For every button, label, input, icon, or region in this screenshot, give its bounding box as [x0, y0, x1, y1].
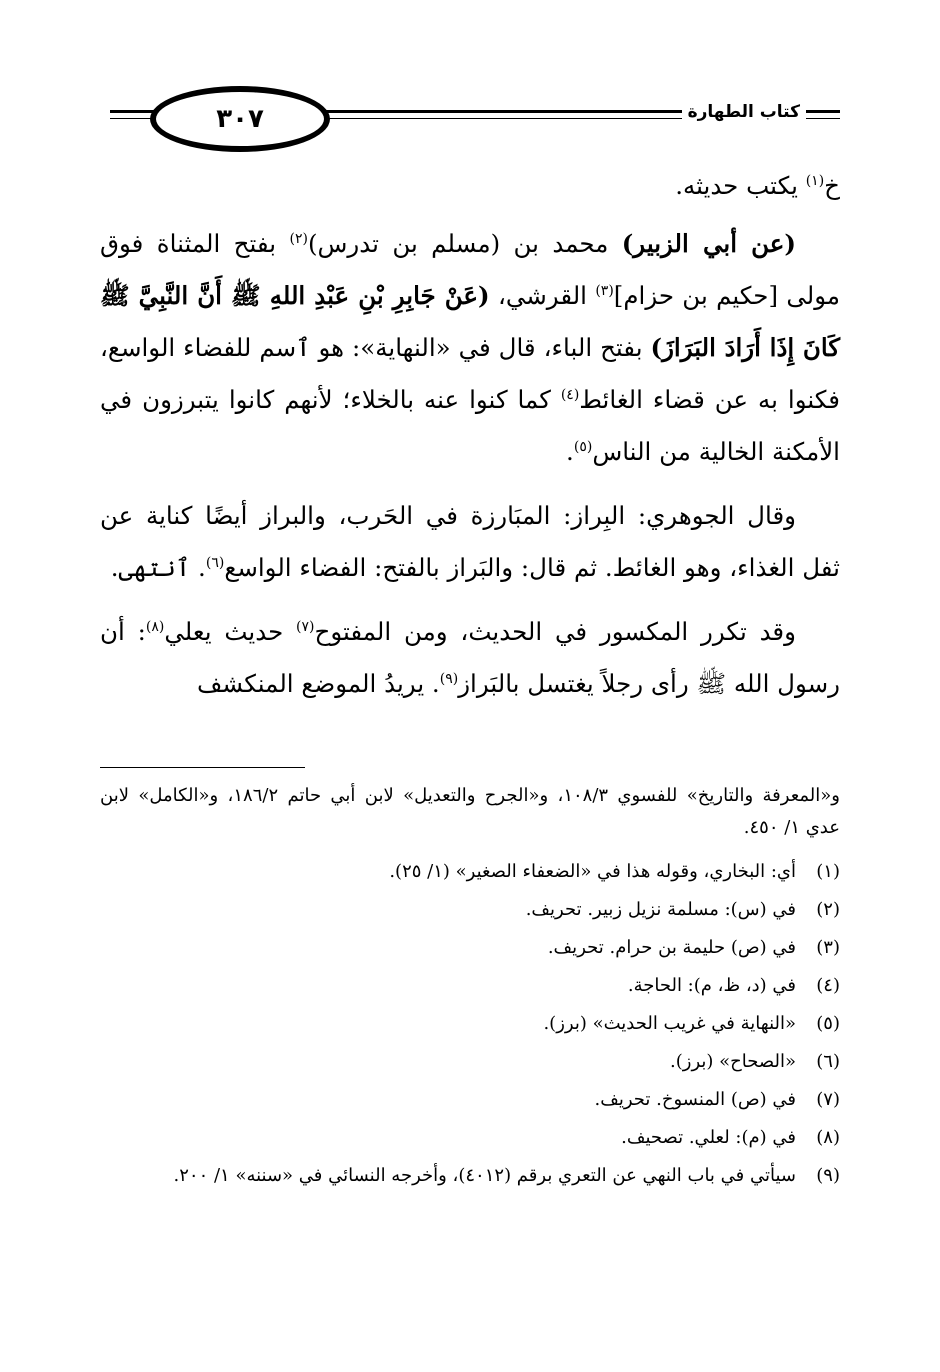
footnote-text: «الصحاح» (برز).	[670, 1051, 796, 1072]
p3-a: وقال الجوهري: البِراز: المبَارزة في الحَرب، والبراز أيضًا كناية عن ثفل الغذاء، وهو الغائط. ثم قال: والبَراز بالفتح: الفضاء الواسع	[100, 501, 840, 582]
footnote-ref-1: (١)	[805, 172, 825, 189]
footnote-item	[100, 970, 840, 1001]
footnote-item	[100, 1160, 840, 1191]
footnote-item	[100, 1008, 840, 1039]
paragraph-2	[100, 218, 840, 478]
running-title: كتاب الطهارة	[682, 102, 806, 122]
footnote-ref-5: (٥)	[573, 438, 593, 455]
p2-h: .	[566, 437, 574, 466]
p4-d: . يريدُ الموضع المنكشف	[197, 669, 440, 698]
footnote-text: أي: البخاري، وقوله هذا في «الضعفاء الصغير» (١/ ٢٥).	[389, 861, 796, 882]
paragraph-1	[100, 160, 840, 212]
footnote-item	[100, 856, 840, 887]
footnote-number: (٣)	[816, 937, 840, 958]
running-header	[110, 84, 840, 160]
footnote-text: سيأتي في باب النهي عن التعري برقم (٤٠١٢)، وأخرجه النسائي في «سننه» ١/ ٢٠٠.	[173, 1165, 796, 1186]
footnote-item	[100, 894, 840, 925]
footnote-text: في (س): مسلمة نزيل زبير. تحريف.	[525, 899, 796, 920]
p2-bold-e: (عَنْ جَابِرِ بْنِ عَبْدِ اللهِ ﷺ أَنَّ النَّبِيَّ ﷺ كَانَ إِذَا أَرَادَ البَرَازَ)	[100, 281, 840, 362]
footnote-text: في (ص) المنسوخ. تحريف.	[594, 1089, 796, 1110]
footnote-number: (٨)	[816, 1127, 840, 1148]
p2-g: كما كنوا عنه بالخلاء؛ لأنهم كانوا يتبرزون في الأمكنة الخالية من الناس	[100, 385, 840, 466]
paragraph-3	[100, 490, 840, 594]
page-number: ٣٠٧	[216, 104, 264, 134]
footnote-ref-9: (٩)	[439, 670, 459, 687]
footnote-continuation: و«المعرفة والتاريخ» للفسوي ١٠٨/٣، و«الجرح والتعديل» لابن أبي حاتم ١٨٦/٢، و«الكامل» لابن عدي ١/ ٤٥٠.	[100, 785, 840, 838]
footnote-ref-2: (٢)	[289, 230, 308, 247]
p4-a: وقد تكرر المكسور في الحديث، ومن المفتوح	[314, 617, 796, 646]
p4-c: : أن رسول الله ﷺ رأى رجلاً يغتسل بالبَراز	[100, 617, 840, 698]
p4-b: حديث يعلي	[164, 617, 297, 646]
footnote-number: (٥)	[816, 1013, 840, 1034]
footnote-text: في (د، ظ، م): الحاجة.	[627, 975, 796, 996]
footnote-number: (١)	[816, 861, 840, 882]
footnote-text: «النهاية في غريب الحديث» (برز).	[543, 1013, 796, 1034]
footnote-ref-7: (٧)	[296, 618, 315, 635]
p2-d: القرشي،	[489, 281, 596, 310]
footnote-number: (٧)	[816, 1089, 840, 1110]
footnote-ref-8: (٨)	[145, 618, 165, 635]
p1-rest: يكتب حديثه.	[675, 171, 806, 200]
footnote-number: (٤)	[816, 975, 840, 996]
footnote-text: في (ص) حليمة بن حرام. تحريف.	[547, 937, 796, 958]
p2-c: بفتح المثناة فوق مولى [حكيم بن حزام]	[100, 229, 840, 310]
footnote-number: (٦)	[816, 1051, 840, 1072]
footnote-list	[100, 856, 840, 1198]
paragraph-4	[100, 606, 840, 710]
p3-b: . ٱنتهى.	[110, 553, 206, 582]
footnote-separator	[100, 767, 305, 768]
footnote-text: في (م): لعلي. تصحيف.	[621, 1127, 796, 1148]
footnote-item	[100, 1122, 840, 1153]
p2-f: بفتح الباء، قال في «النهاية»: هو ٱسم للفضاء الواسع، فكنوا به عن قضاء الغائط	[100, 333, 840, 414]
footnote-item	[100, 932, 840, 963]
footnote-number: (٩)	[816, 1165, 840, 1186]
p2-bold-a: (عن أبي الزبير)	[621, 229, 796, 258]
footnote-number: (٢)	[816, 899, 840, 920]
footnote-ref-4: (٤)	[560, 386, 580, 403]
page-number-badge	[150, 86, 330, 152]
p2-b: محمد بن (مسلم بن تدرس)	[307, 229, 622, 258]
footnote-item	[100, 1046, 840, 1077]
p1-text: خ	[824, 171, 840, 200]
footnote-ref-6: (٦)	[205, 554, 225, 571]
main-text	[100, 160, 840, 722]
footnote-ref-3: (٣)	[595, 282, 614, 299]
footnote-item	[100, 1084, 840, 1115]
